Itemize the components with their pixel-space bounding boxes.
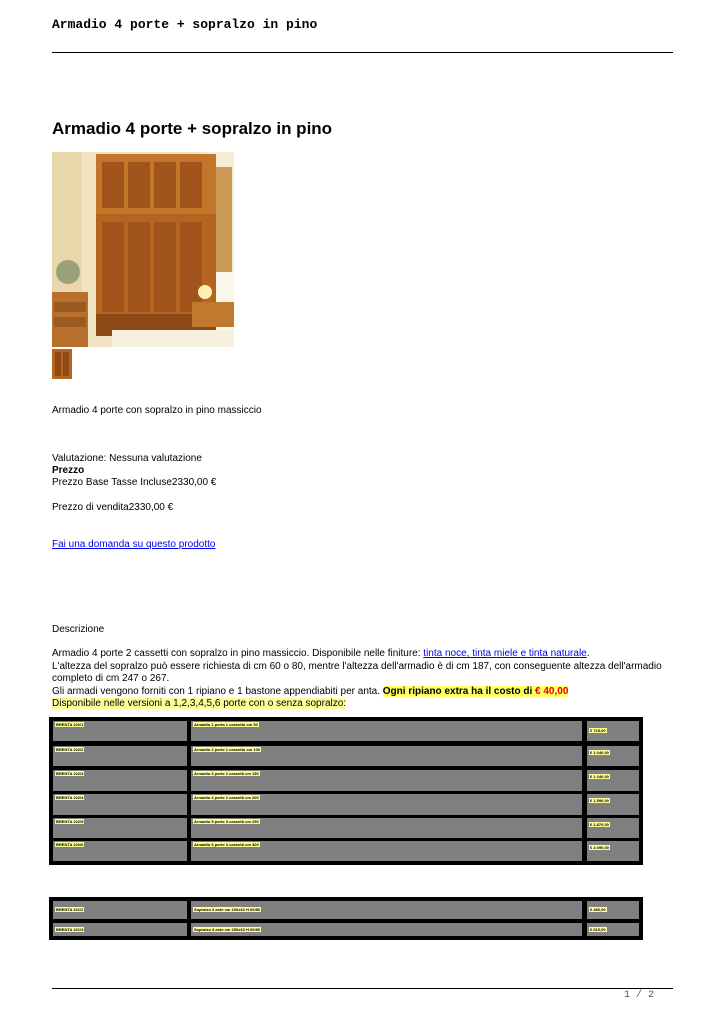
description-p1: Armadio 4 porte 2 cassetti con sopralzo in pino massiccio. Disponibile nelle finiture: <box>52 648 424 659</box>
row-price: € 1.870,00 <box>590 822 609 827</box>
row-price: € 1.340,00 <box>590 774 609 779</box>
row-code: BRENTA 102/4 <box>56 795 84 800</box>
base-price: Prezzo Base Tasse Incluse2330,00 € <box>52 477 217 488</box>
ask-question-link[interactable]: Fai una domanda su questo prodotto <box>52 539 216 550</box>
description-p1-end: . <box>586 648 590 659</box>
page-number: 1 / 2 <box>623 990 654 1001</box>
extra-shelf-note <box>383 686 569 697</box>
row-code: BRENTA 102/2 <box>56 747 84 752</box>
product-title: Armadio 4 porte + sopralzo in pino <box>52 119 333 138</box>
row-name: Armadio 3 porte 2 cassetti cm 150 <box>194 771 259 776</box>
table-row <box>49 816 643 840</box>
row-name: Armadio 6 porte 3 cassetti cm 300 <box>194 842 259 847</box>
row-name: Sopralzo 3 ante cm 150x62 H 60/80 <box>194 927 261 932</box>
description-p4: Disponibile nelle versioni a 1,2,3,4,5,6 porte con o senza sopralzo: <box>52 698 347 709</box>
top-unit-price-table <box>49 897 643 940</box>
extra-shelf-text: Ogni ripiano extra ha il costo di <box>382 685 536 697</box>
row-price: € 1.590,00 <box>590 798 609 803</box>
row-code: BRENTA 102/5 <box>56 819 84 824</box>
row-name: Armadio 5 porte 3 cassetti cm 250 <box>194 819 259 824</box>
row-price: € 1.040,00 <box>590 750 609 755</box>
description-body <box>52 648 674 711</box>
price-heading: Prezzo <box>52 465 85 476</box>
header-rule <box>52 52 673 53</box>
extra-shelf-price: € 40,00 <box>535 685 569 697</box>
row-name: Armadio 1 porta 1 cassetto cm 50 <box>194 722 258 727</box>
row-name: Armadio 4 porte 2 cassetti cm 200 <box>194 795 259 800</box>
row-code: BRENTA 102/1 <box>56 722 84 727</box>
rating-text: Valutazione: Nessuna valutazione <box>52 453 202 464</box>
table-row <box>49 899 643 921</box>
row-code: BRENTA 101/2 <box>56 907 84 912</box>
row-price: € 480,00 <box>590 907 606 912</box>
wardrobe-price-table <box>49 717 643 865</box>
short-description: Armadio 4 porte con sopralzo in pino massiccio <box>52 405 262 416</box>
table-row <box>49 839 643 863</box>
row-code: BRENTA 102/3 <box>56 771 84 776</box>
row-price: € 715,00 <box>590 728 606 733</box>
footer-rule <box>52 988 673 989</box>
product-photo[interactable] <box>52 152 234 347</box>
row-price: € 610,00 <box>590 927 606 932</box>
description-p2: L'altezza del sopralzo può essere richiesta di cm 60 o 80, mentre l'altezza dell'armadio è di cm 187, con conseguente altezza dell'armadio completo di cm 247 o 267. <box>52 660 662 684</box>
row-name: Sopralzo 2 ante cm 100x62 H 60/80 <box>194 907 261 912</box>
document-header-title: Armadio 4 porte + sopralzo in pino <box>52 17 318 32</box>
row-price: € 2.090,00 <box>590 845 609 850</box>
description-p3: Gli armadi vengono forniti con 1 ripiano e 1 bastone appendiabiti per anta. <box>52 685 383 697</box>
sale-price: Prezzo di vendita2330,00 € <box>52 502 174 513</box>
row-code: BRENTA 101/3 <box>56 927 84 932</box>
row-name: Armadio 2 porte 1 cassetto cm 100 <box>194 747 261 752</box>
table-row <box>49 768 643 793</box>
table-row <box>49 921 643 938</box>
finishes-link[interactable]: tinta noce, tinta miele e tinta naturale <box>423 648 587 659</box>
table-row <box>49 719 643 743</box>
table-row <box>49 744 643 768</box>
product-thumbnail[interactable] <box>52 349 72 379</box>
description-heading: Descrizione <box>52 624 105 635</box>
row-code: BRENTA 102/6 <box>56 842 84 847</box>
table-row <box>49 792 643 817</box>
